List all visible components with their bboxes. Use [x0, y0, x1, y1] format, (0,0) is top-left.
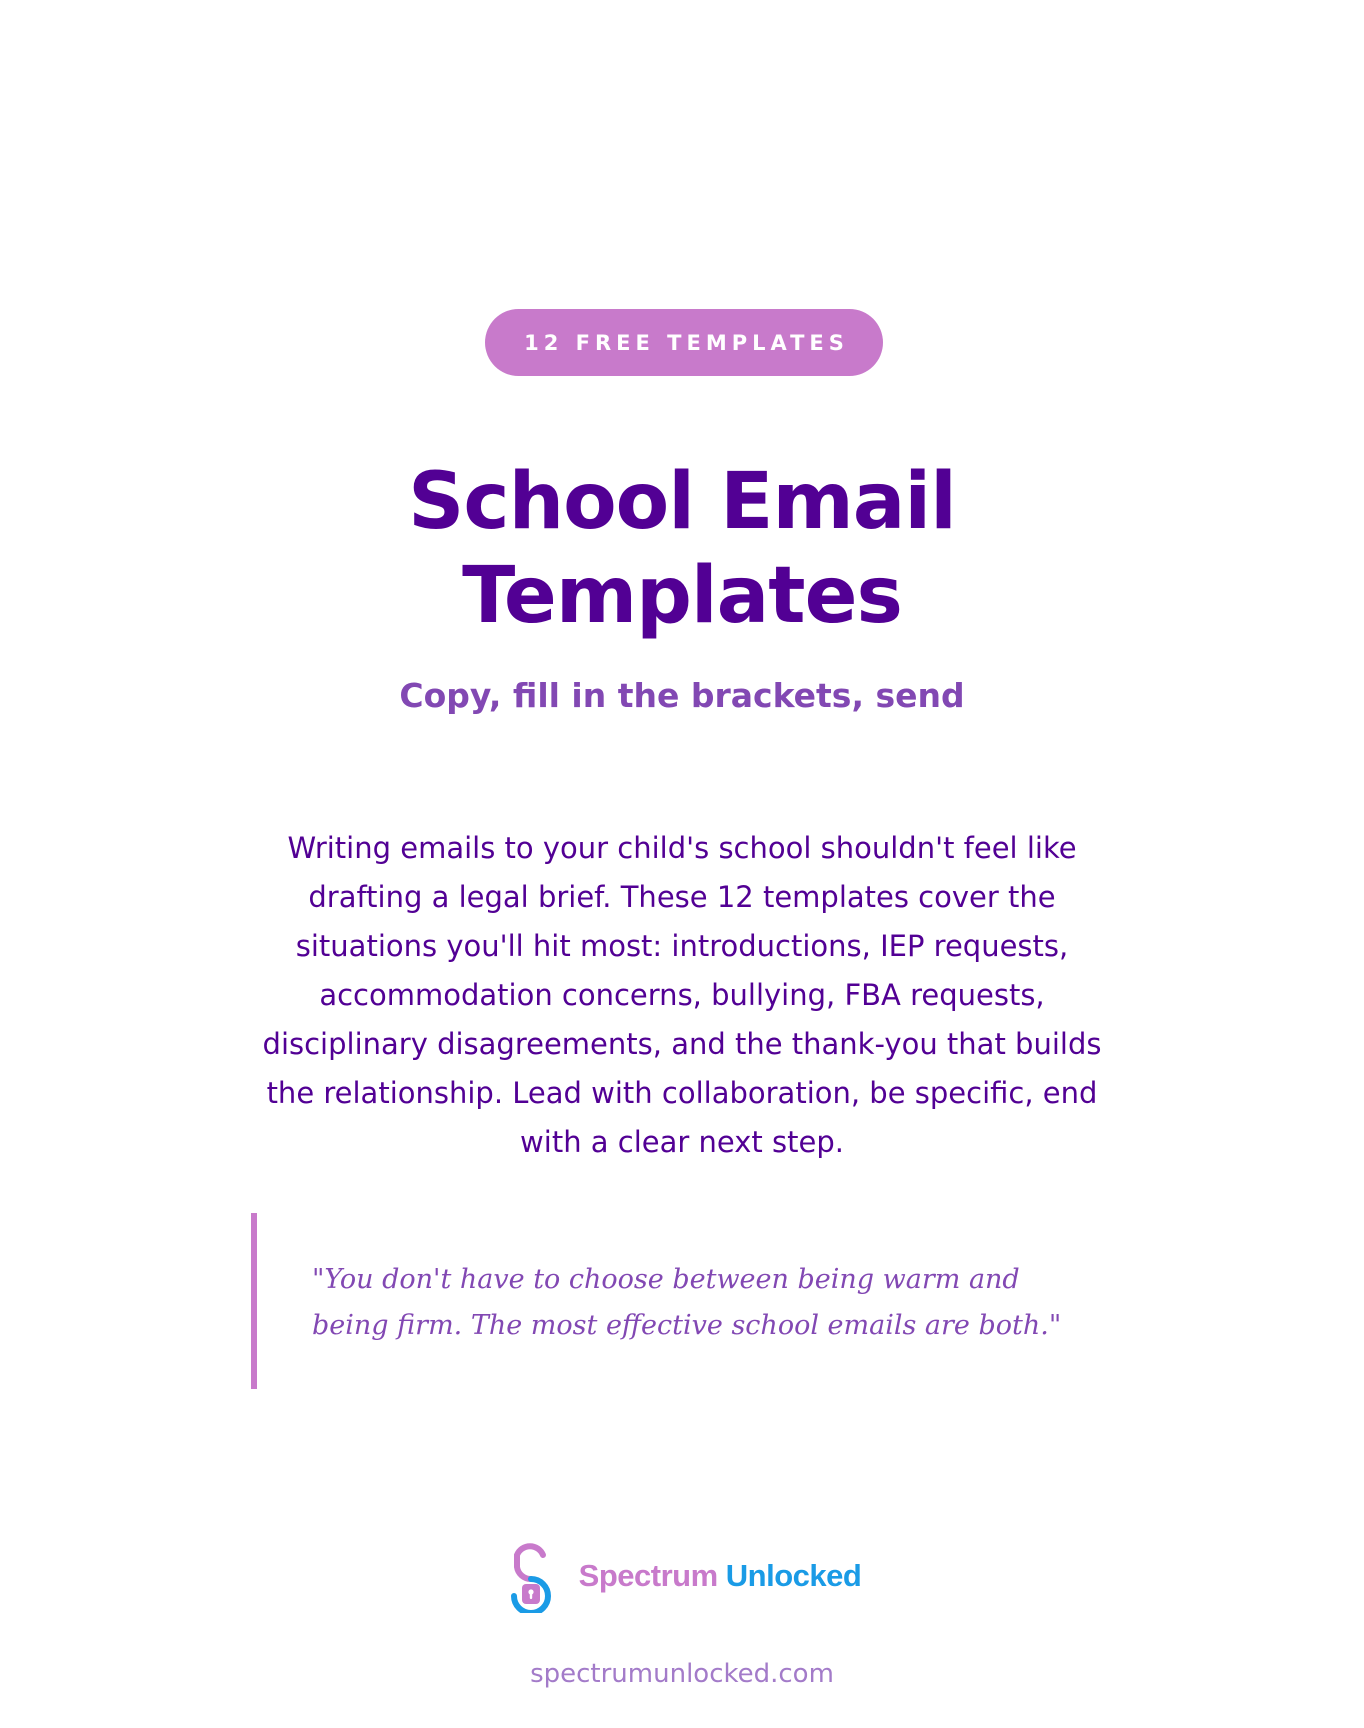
page-title-line-1: School Email — [408, 457, 956, 547]
brand-logo-lockup — [0, 1536, 1364, 1616]
templates-count-badge: 12 FREE TEMPLATES — [485, 309, 883, 376]
brand-name — [579, 1558, 862, 1594]
brand-name-part-2: Unlocked — [725, 1558, 862, 1593]
page-title-line-2: Templates — [462, 551, 902, 641]
pull-quote-text: "You don't have to choose between being warm and being firm. The most effective school emails are both." — [312, 1264, 1062, 1341]
intro-paragraph: Writing emails to your child's school shouldn't feel like drafting a legal brief. These 12 templates cover the situations you'll hit most: introductions, IEP requests, accommodation concerns, bullying, FBA requests, disciplinary disagreements, and the thank-you that builds the relationship. Lead with collaboration, be specific, end with a clear next step. — [262, 831, 1102, 1159]
pull-quote — [251, 1213, 1081, 1389]
brand-name-part-1: Spectrum — [578, 1558, 718, 1593]
padlock-s-logo-icon — [503, 1539, 559, 1613]
page-subtitle: Copy, fill in the brackets, send — [399, 676, 965, 715]
website-url[interactable]: spectrumunlocked.com — [530, 1659, 834, 1689]
page-title — [0, 455, 1364, 643]
